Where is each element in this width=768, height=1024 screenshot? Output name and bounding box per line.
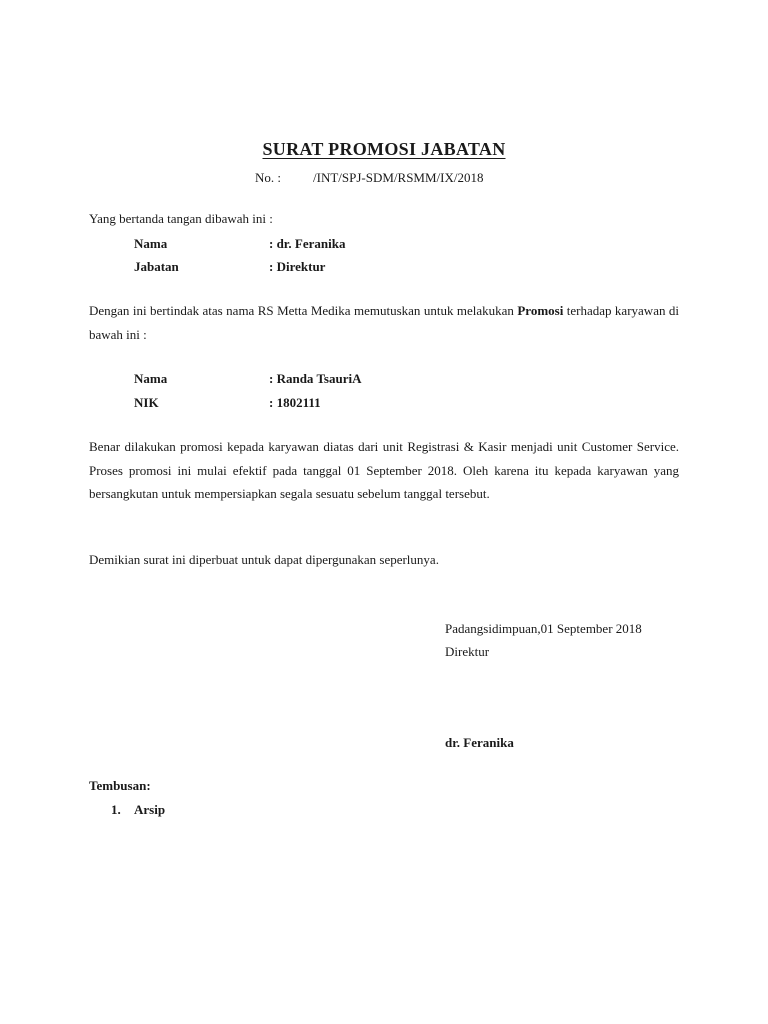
letter-number [255,170,483,186]
tembusan-item [111,802,165,818]
decision-paragraph [89,299,679,346]
tembusan-item-text: Arsip [134,802,166,817]
signature-name: dr. Feranika [445,735,514,750]
employee-name-value: : Randa TsauriA [269,371,362,386]
employee-nik-value: : 1802111 [269,395,321,410]
signer-position-row [134,259,325,275]
employee-nik-row [134,395,321,411]
signer-name-label: Nama [134,236,168,251]
body-paragraph: Benar dilakukan promosi kepada karyawan diatas dari unit Registrasi & Kasir menjadi unit Customer Service. Proses promosi ini mulai efektif pada tanggal 01 September 2018. Oleh karena itu kepada karyawan yang bersangkutan untuk mempersiapkan segala sesuatu sebelum tanggal tersebut. [89,439,679,501]
signer-position-value: : Direktur [269,259,326,274]
tembusan-item-number: 1. [111,802,121,817]
closing-paragraph: Demikian surat ini diperbuat untuk dapat dipergunakan seperlunya. [89,552,439,567]
letter-number-label: No. : [255,170,281,185]
intro-text: Yang bertanda tangan dibawah ini : [89,211,273,226]
letter-title-text: SURAT PROMOSI JABATAN [262,139,506,159]
decision-text-bold: Promosi [517,303,564,318]
signer-name-row [134,236,345,252]
decision-text-after: terhadap karyawan di bawah ini : [89,303,680,342]
tembusan-label: Tembusan: [89,778,151,793]
employee-nik-label: NIK [134,395,159,410]
decision-text-before: Dengan ini bertindak atas nama RS Metta Medika memutuskan untuk melakukan [89,303,518,318]
letter-title [0,139,768,160]
signer-position-label: Jabatan [134,259,179,274]
signature-place-date: Padangsidimpuan,01 September 2018 [445,621,642,636]
signer-name-value: : dr. Feranika [269,236,346,251]
signature-position: Direktur [445,644,490,659]
employee-name-row [134,371,361,387]
employee-name-label: Nama [134,371,168,386]
letter-number-value: /INT/SPJ-SDM/RSMM/IX/2018 [313,170,484,185]
